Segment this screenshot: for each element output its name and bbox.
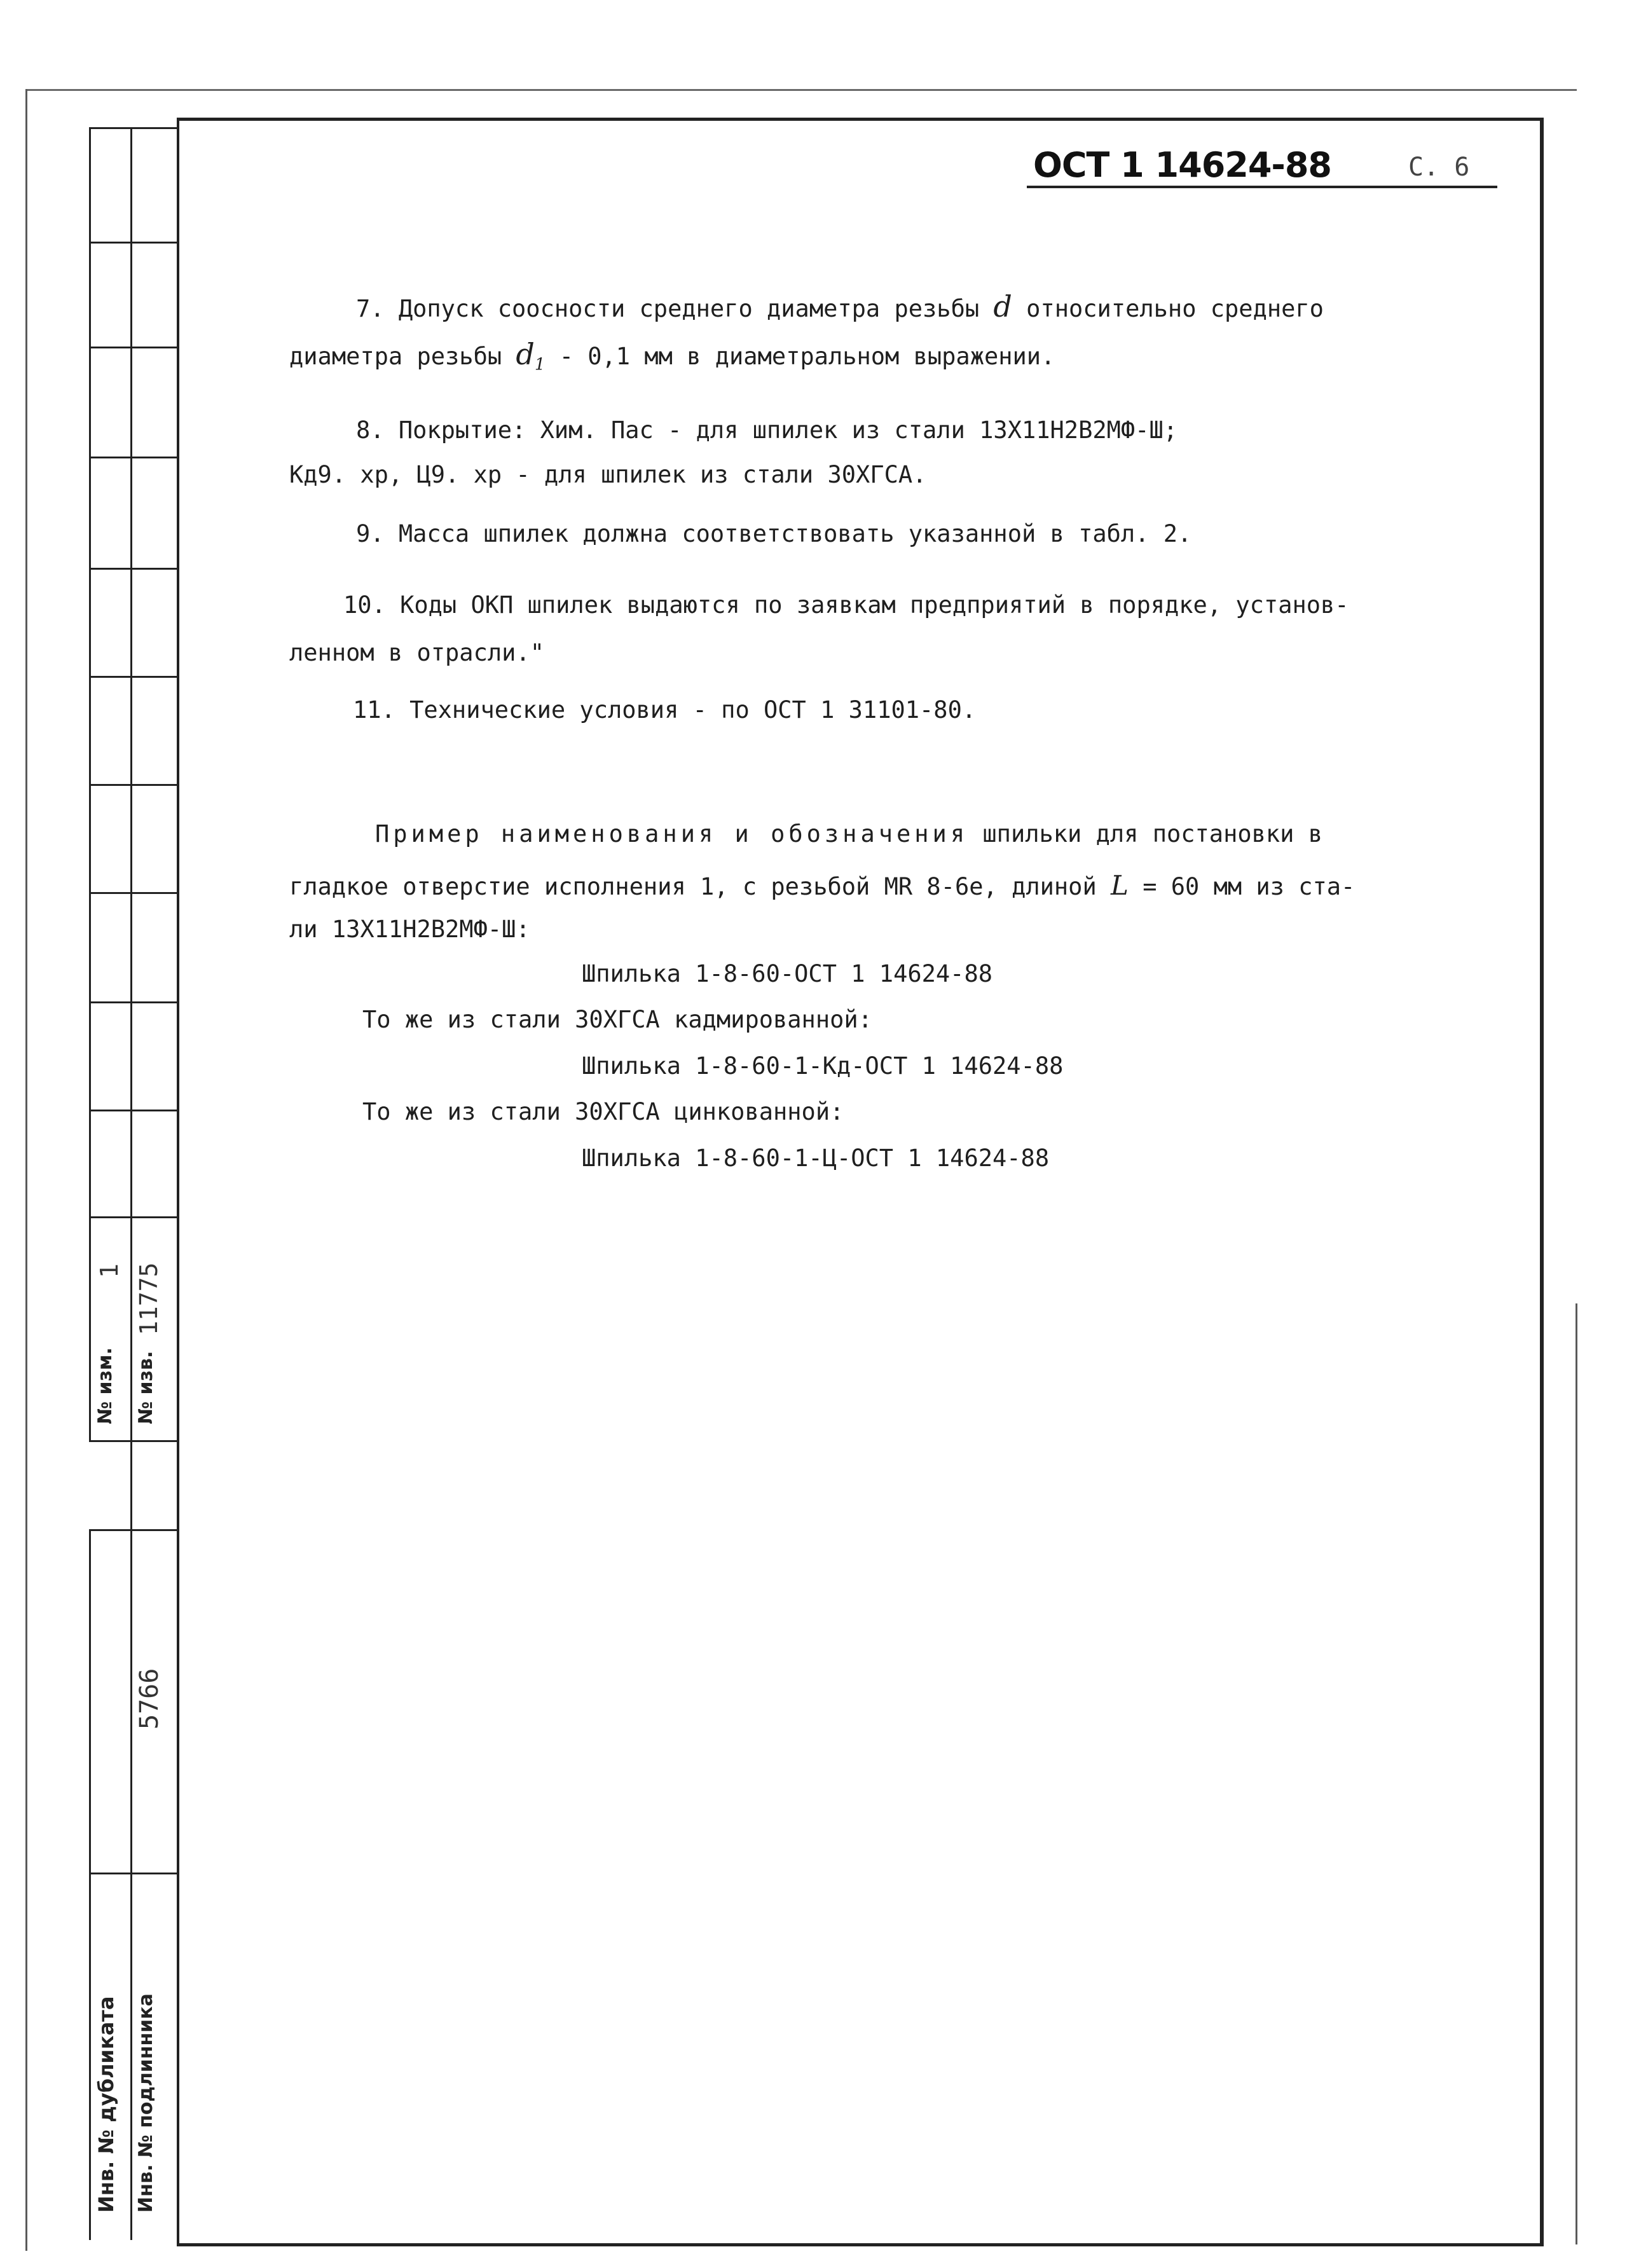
margin-row-line bbox=[89, 1873, 178, 1874]
margin-row-line bbox=[89, 457, 178, 458]
example-line-2-start: гладкое отверстие исполнения 1, с резьбой MR 8-6е, длиной bbox=[289, 873, 1097, 900]
designation-3: Шпилька 1-8-60-1-Ц-ОСТ 1 14624-88 bbox=[582, 1144, 1050, 1172]
p7-text: 7. Допуск соосности среднего диаметра резьбы bbox=[356, 295, 980, 322]
example-line-2 bbox=[289, 870, 1355, 901]
duplicate-inventory-label: Инв. № дубликата bbox=[94, 1996, 118, 2213]
change-number-value: 1 bbox=[95, 1263, 123, 1278]
margin-row-line bbox=[89, 1001, 178, 1003]
paragraph-7-line-1 bbox=[356, 289, 1324, 324]
margin-row-line bbox=[89, 347, 178, 348]
margin-row-line bbox=[89, 242, 178, 244]
paragraph-11: 11. Технические условия - по ОСТ 1 31101-80. bbox=[353, 696, 977, 724]
margin-row-line bbox=[89, 1110, 178, 1111]
page-number: С. 6 bbox=[1408, 153, 1470, 182]
margin-col-line-outer-lower bbox=[89, 1529, 91, 2240]
margin-row-line bbox=[89, 568, 178, 570]
paragraph-10-line-1: 10. Коды ОКП шпилек выдаются по заявкам предприятий в порядке, установ- bbox=[343, 591, 1349, 619]
example-line-3: ли 13Х11Н2В2МФ-Ш: bbox=[289, 916, 530, 943]
document-code: ОСТ 1 14624-88 bbox=[1033, 145, 1331, 185]
trim-line-top bbox=[25, 89, 1577, 91]
original-inventory-value: 5766 bbox=[135, 1668, 164, 1729]
paragraph-8-line-1: 8. Покрытие: Хим. Пас - для шпилек из стали 13Х11Н2В2МФ-Ш; bbox=[356, 416, 1178, 444]
paragraph-9: 9. Масса шпилек должна соответствовать указанной в табл. 2. bbox=[356, 520, 1192, 547]
paragraph-10-line-2: ленном в отрасли." bbox=[289, 639, 544, 666]
change-number-label: № изм. bbox=[94, 1347, 116, 1424]
margin-row-line bbox=[89, 892, 178, 894]
margin-row-line bbox=[89, 1529, 178, 1531]
example-title: Пример наименования и обозначения bbox=[375, 820, 969, 848]
var-l: L bbox=[1111, 870, 1129, 901]
trim-line-left bbox=[25, 89, 27, 2251]
trim-line-right bbox=[1576, 1303, 1577, 2244]
margin-row-line bbox=[89, 1440, 178, 1442]
margin-col-line-middle bbox=[130, 127, 132, 2240]
header-underline bbox=[1027, 186, 1497, 188]
same-cadmium-line: То же из стали 30ХГСА кадмированной: bbox=[362, 1006, 872, 1033]
margin-row-line bbox=[89, 676, 178, 678]
p7-text-end: относительно среднего bbox=[1026, 295, 1324, 322]
margin-row-line bbox=[89, 1216, 178, 1218]
p7-text-end: - 0,1 мм в диаметральном выражении. bbox=[559, 343, 1055, 370]
margin-row-line bbox=[89, 784, 178, 786]
var-d1: d bbox=[516, 337, 535, 371]
var-d: d bbox=[993, 289, 1012, 324]
margin-row-line bbox=[89, 127, 178, 129]
var-d1-subscript: 1 bbox=[534, 355, 546, 375]
notice-number-label: № изв. bbox=[135, 1350, 157, 1424]
example-line-2-end: = 60 мм из ста- bbox=[1143, 873, 1356, 900]
designation-1: Шпилька 1-8-60-ОСТ 1 14624-88 bbox=[582, 960, 993, 987]
notice-number-value: 11775 bbox=[135, 1262, 163, 1335]
example-line-1 bbox=[375, 820, 1322, 848]
designation-2: Шпилька 1-8-60-1-Кд-ОСТ 1 14624-88 bbox=[582, 1052, 1064, 1080]
example-line-1-rest: шпильки для постановки в bbox=[982, 820, 1323, 848]
paragraph-8-line-2: Кд9. хр, Ц9. хр - для шпилек из стали 30ХГСА. bbox=[289, 461, 927, 488]
paragraph-7-line-2 bbox=[289, 337, 1055, 374]
p7-text: диаметра резьбы bbox=[289, 343, 502, 370]
original-inventory-label: Инв. № подлинника bbox=[135, 1993, 157, 2213]
same-zinc-line: То же из стали 30ХГСА цинкованной: bbox=[362, 1098, 844, 1125]
